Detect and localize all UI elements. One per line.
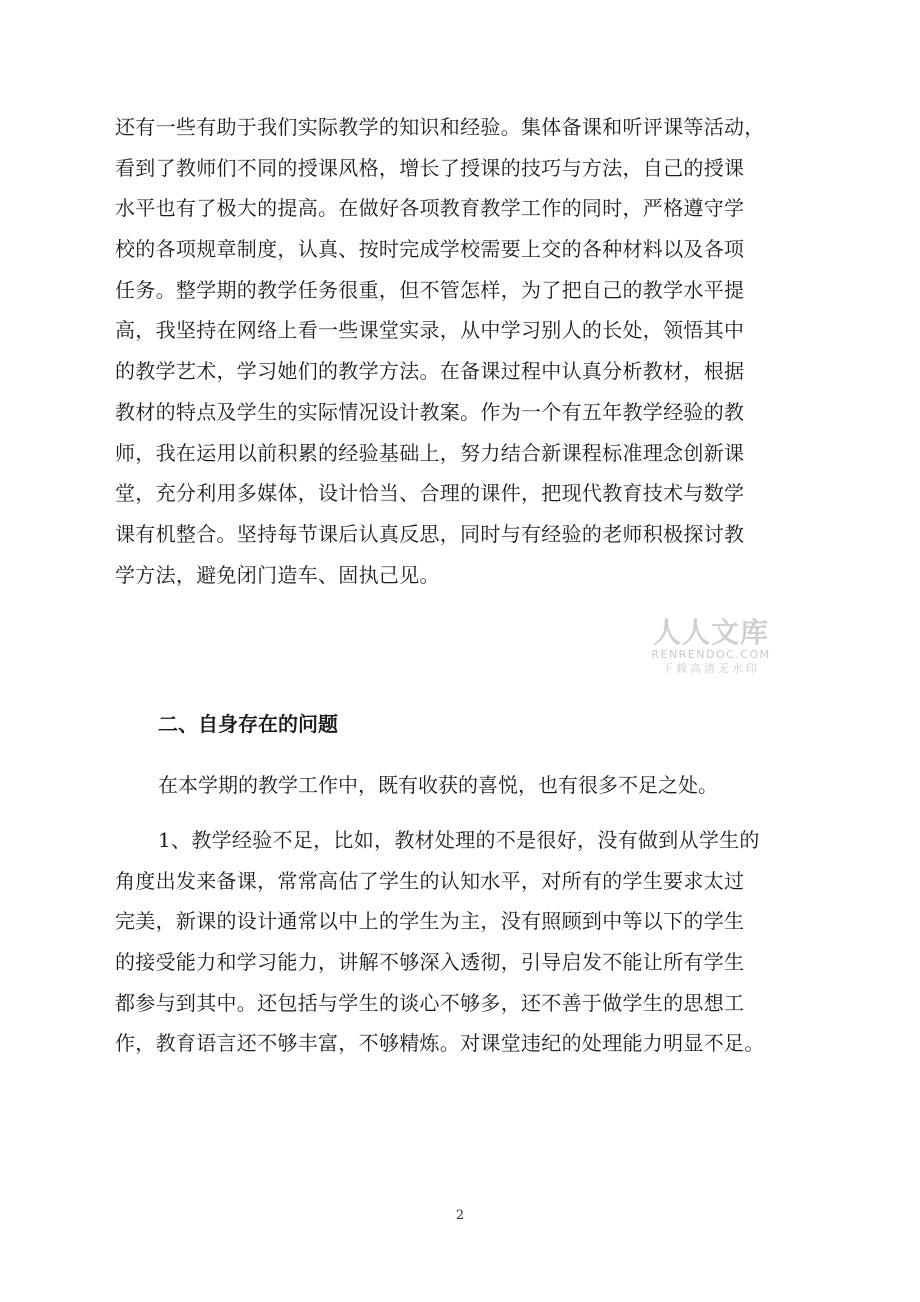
text-line: 的教学艺术，学习她们的教学方法。在备课过程中认真分析教材，根据 xyxy=(115,359,745,384)
text-line: 学方法，避免闭门造车、固执己见。 xyxy=(115,562,440,587)
text-line: 1、教学经验不足，比如，教材处理的不是很好，没有做到从学生的 xyxy=(158,828,760,852)
paragraph-teaching-experience xyxy=(115,107,805,595)
text-line: 师，我在运用以前积累的经验基础上，努力结合新课程标准理念创新课 xyxy=(115,440,745,465)
text-line: 完美，新课的设计通常以中上的学生为主，没有照顾到中等以下的学生 xyxy=(115,909,745,934)
text-line: 课有机整合。坚持每节课后认真反思，同时与有经验的老师积极探讨教 xyxy=(115,521,745,546)
text-line: 校的各项规章制度，认真、按时完成学校需要上交的各种材料以及各项 xyxy=(115,237,745,262)
page-number: 2 xyxy=(455,1208,465,1223)
watermark-brand: 人人文库 xyxy=(652,616,769,649)
text-line: 水平也有了极大的提高。在做好各项教育教学工作的同时，严格遵守学 xyxy=(115,196,745,221)
text-line: 高，我坚持在网络上看一些课堂实录，从中学习别人的长处，领悟其中 xyxy=(115,318,745,343)
text-line: 作，教育语言还不够丰富，不够精炼。对课堂违纪的处理能力明显不足。 xyxy=(115,1031,765,1056)
text-line: 都参与到其中。还包括与学生的谈心不够多，还不善于做学生的思想工 xyxy=(115,990,745,1015)
text-line: 任务。整学期的教学任务很重，但不管怎样，为了把自己的教学水平提 xyxy=(115,277,745,302)
paragraph-intro: 在本学期的教学工作中，既有收获的喜悦，也有很多不足之处。 xyxy=(158,773,718,797)
watermark-tagline: 下载高清无水印 xyxy=(662,662,760,675)
paragraph-shortcomings xyxy=(115,820,805,1064)
text-line: 的接受能力和学习能力，讲解不够深入透彻，引导启发不能让所有学生 xyxy=(115,950,745,975)
text-line: 还有一些有助于我们实际教学的知识和经验。集体备课和听评课等活动， xyxy=(115,115,765,139)
text-line: 堂，充分利用多媒体，设计恰当、合理的课件，把现代教育技术与数学 xyxy=(115,481,745,506)
text-line: 角度出发来备课，常常高估了学生的认知水平，对所有的学生要求太过 xyxy=(115,868,745,893)
section-heading: 二、自身存在的问题 xyxy=(158,712,338,736)
text-line: 教材的特点及学生的实际情况设计教案。作为一个有五年教学经验的教 xyxy=(115,399,745,424)
text-line: 看到了教师们不同的授课风格，增长了授课的技巧与方法，自己的授课 xyxy=(115,155,745,180)
watermark-domain: RENRENDOC.COM xyxy=(651,648,771,661)
watermark-logo xyxy=(646,618,776,676)
